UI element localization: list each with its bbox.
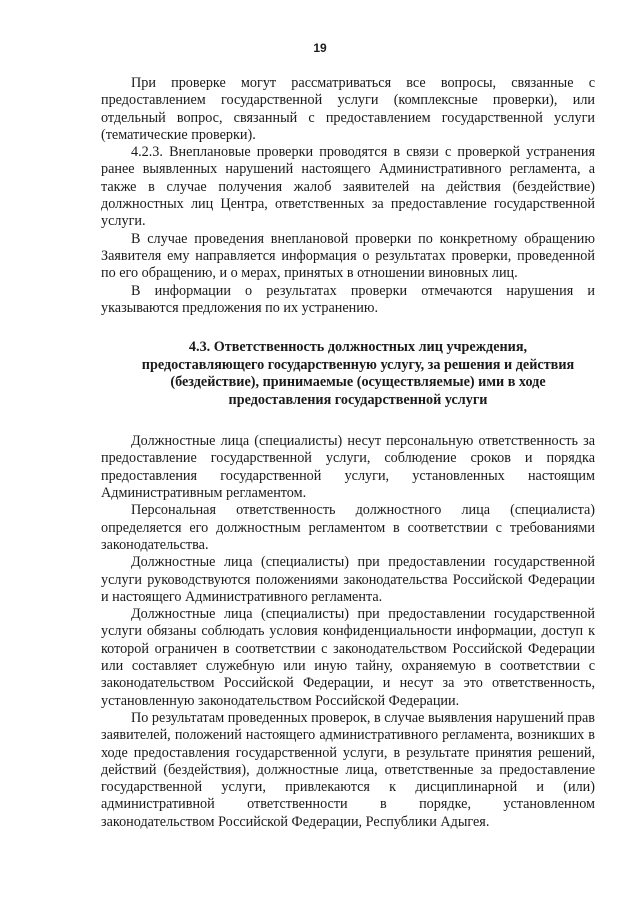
paragraph-scope-of-checks: При проверке могут рассматриваться все вопросы, связанные с предоставлением государственной услуги (комплексные проверки), или отдельный вопрос, связанный с предоставлением государственной услуги (тематические проверки). [101,75,595,143]
page-content [101,75,595,831]
paragraph-job-regulations: Персональная ответственность должностного лица (специалиста) определяется его должностным регламентом в соответствии с требованиями законодательства. [101,502,595,553]
section-heading-4-3: 4.3. Ответственность должностных лиц учреждения, предоставляющего государственную услугу, за решения и действия (бездействие), принимаемые (осуществляемые) ими в ходе предоставления государственной услуги [141,339,575,408]
page-number: 19 [313,41,327,55]
paragraph-applicant-notification: В случае проведения внеплановой проверки по конкретному обращению Заявителя ему направляется информация о результатах проверки, проведенной по его обращению, и о мерах, принятых в отношении виновных лиц. [101,230,595,282]
paragraph-unscheduled-checks: 4.2.3. Внеплановые проверки проводятся в связи с проверкой устранения ранее выявленных нарушений настоящего Административного регламента, а также в случае получения жалоб заявителей на действия (бездействие) должностных лиц Центра, ответственных за предоставление государственной услуги. [101,144,595,230]
paragraph-disciplinary-liability: По результатам проведенных проверок, в случае выявления нарушений прав заявителей, положений настоящего административного регламента, возникших в ходе предоставления государственной услуги, в результате принятия решений, действий (бездействия), должностные лица, ответственные за предоставление государственной услуги, привлекаются к дисциплинарной и (или) административной ответственности в порядке, установленном законодательством Российской Федерации, Республики Адыгея. [101,709,595,830]
paragraph-personal-responsibility: Должностные лица (специалисты) несут персональную ответственность за предоставление государственной услуги, соблюдение сроков и порядка предоставления государственной услуги, установленных настоящим Административным регламентом. [101,433,595,502]
paragraph-check-results: В информации о результатах проверки отмечаются нарушения и указываются предложения по их устранению. [101,282,595,316]
paragraph-legislation-guidance: Должностные лица (специалисты) при предоставлении государственной услуги руководствуются положениями законодательства Российской Федерации и настоящего Административного регламента. [101,554,595,605]
paragraph-confidentiality: Должностные лица (специалисты) при предоставлении государственной услуги обязаны соблюдать условия конфиденциальности информации, доступ к которой ограничен в соответствии с законодательством Российской Федерации или составляет служебную или иную тайну, охраняемую в соответствии с законодательством Российской Федерации, и несут за это ответственность, установленную законодательством Российской Федерации. [101,606,595,709]
